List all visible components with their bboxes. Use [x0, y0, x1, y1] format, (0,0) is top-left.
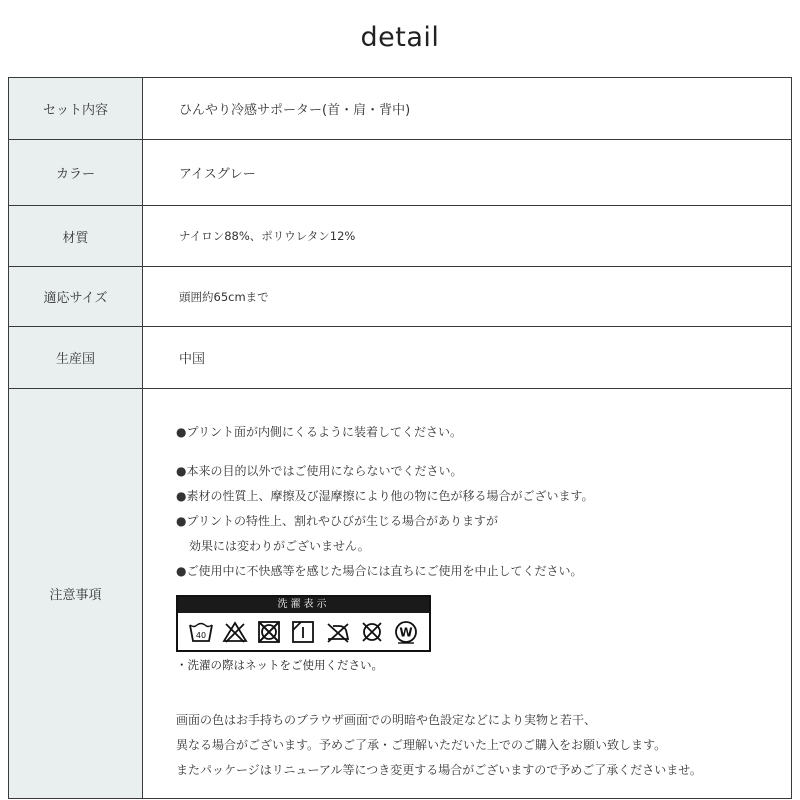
spec-table [8, 77, 792, 799]
footer-line: 異なる場合がございます。予めご了承・ご理解いただいた上でのご購入をお願い致します。 [176, 738, 667, 752]
note-line: ●素材の性質上、摩擦及び湿摩擦により他の物に色が移る場合がございます。 [176, 489, 594, 503]
wash-label-header: 洗濯表示 [178, 597, 429, 613]
spec-label: 材質 [9, 206, 143, 266]
spec-label: 注意事項 [9, 389, 143, 798]
no-bleach-icon [222, 619, 248, 645]
note-line: ●プリント面が内側にくるように装着してください。 [176, 425, 462, 439]
footer-line: またパッケージはリニューアル等につき変更する場合がございますので予めご了承くださいませ。 [176, 763, 702, 777]
note-line: ●本来の目的以外ではご使用にならないでください。 [176, 464, 463, 478]
spec-row-origin [9, 327, 791, 389]
svg-text:W: W [399, 625, 413, 639]
notes-content [143, 389, 791, 798]
spec-row-set-contents [9, 78, 791, 140]
spec-row-size [9, 267, 791, 327]
note-line: ●プリントの特性上、割れやひびが生じる場合がありますが [176, 514, 498, 528]
spec-value: ひんやり冷感サポーター(首・肩・背中) [179, 103, 411, 118]
svg-text:40: 40 [195, 630, 207, 640]
note-line: ●ご使用中に不快感等を感じた場合には直ちにご使用を中止してください。 [176, 564, 583, 578]
spec-label: 生産国 [9, 327, 143, 388]
spec-row-color [9, 140, 791, 206]
no-iron-icon [325, 619, 351, 645]
spec-label: 適応サイズ [9, 267, 143, 326]
no-dry-clean-icon [359, 619, 385, 645]
page-title: detail [360, 22, 440, 53]
spec-value: 頭囲約65cmまで [179, 289, 269, 304]
wet-clean-icon [393, 619, 419, 645]
spec-row-material [9, 206, 791, 267]
spec-label: セット内容 [9, 78, 143, 139]
note-line: 効果には変わりがございません。 [189, 539, 370, 553]
wash-icons [178, 613, 429, 650]
wash-label [176, 595, 431, 652]
spec-value: 中国 [179, 352, 206, 367]
spec-row-notes [9, 389, 791, 798]
wash-note: ・洗濯の際はネットをご使用ください。 [176, 658, 383, 672]
spec-value: アイスグレー [179, 167, 256, 182]
spec-label: カラー [9, 140, 143, 205]
line-dry-shade-icon [290, 619, 316, 645]
no-tumble-dry-icon [256, 619, 282, 645]
footer-line: 画面の色はお手持ちのブラウザ画面での明暗や色設定などにより実物と若干、 [176, 713, 597, 727]
wash-40-icon [188, 619, 214, 645]
spec-value: ナイロン88%、ポリウレタン12% [179, 229, 356, 243]
